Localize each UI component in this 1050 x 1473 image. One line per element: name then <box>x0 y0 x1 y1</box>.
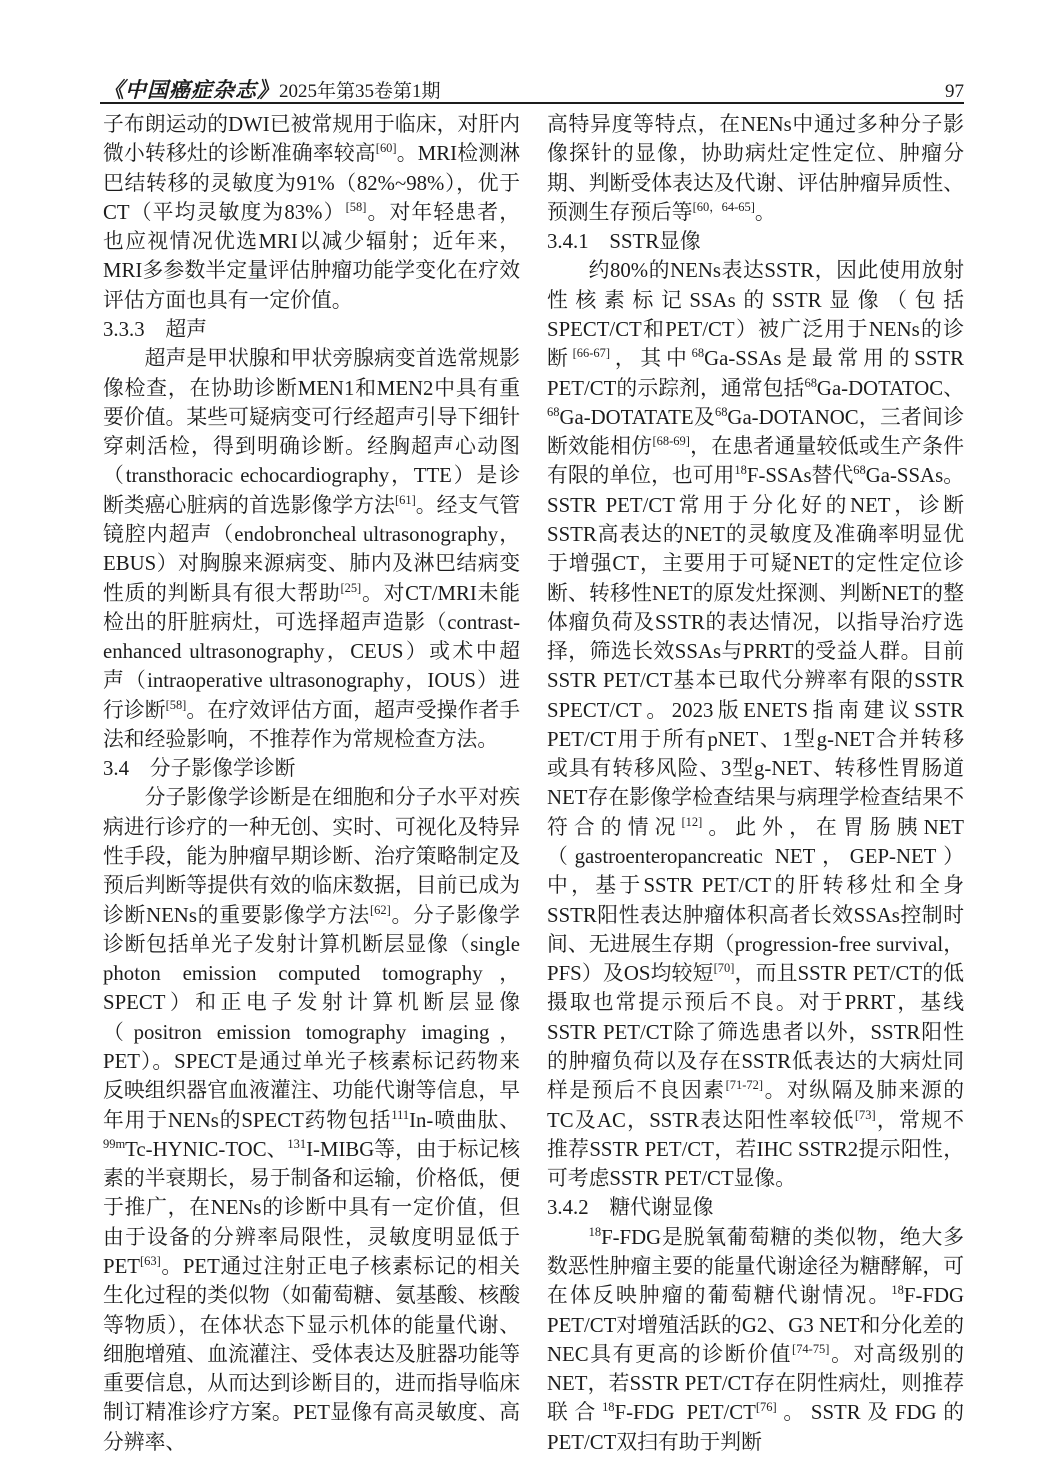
superscript: [12] <box>681 814 703 829</box>
superscript: [60，64-65] <box>692 199 755 214</box>
paragraph: 超声是甲状腺和甲状旁腺病变首选常规影像检查，在协助诊断MEN1和MEN2中具有重要价值。某些可疑病变可行经超声引导下细针穿刺活检，得到明确诊断。经胸超声心动图（transthoracic echocardiography，TTE）是诊断类癌心脏病的首选影像学方法[61]。经支气管镜腔内超声（endobroncheal ultrasonography，EBUS）对胸腺来源病变、肺内及淋巴结病变性质的判断具有很大帮助[25]。对CT/MRI未能检出的肝脏病灶，可选择超声造影（contrast-enhanced ultrasonography，CEUS）或术中超声（intraoperative ultrasonography，IOUS）进行诊断[58]。在疗效评估方面，超声受操作者手法和经验影响，不推荐作为常规检查方法。 <box>103 347 521 751</box>
superscript: 18 <box>734 463 747 478</box>
section-heading: 3.4 分子影像学诊断 <box>103 757 296 781</box>
superscript: [71-72] <box>725 1078 764 1093</box>
paragraph: 约80%的NENs表达SSTR，因此使用放射性核素标记SSAs的SSTR显像（包括SPECT/CT和PET/CT）被广泛用于NENs的诊断[66-67]，其中$^{68}$Ga-SSAs是最常用的SSTR PET/CT的示踪剂，通常包括$^{68}$Ga-DOTATOC、$^{68}$Ga-DOTATATE及$^{68}$Ga-DOTANOC，三者间诊断效能相仿[68-69]，在患者通量较低或生产条件有限的单位，也可用$^{18}$F-SSAs替代$^{68}$Ga-SSAs。SSTR PET/CT常用于分化好的NET，诊断SSTR高表达的NET的灵敏度及准确率明显优于增强CT，主要用于可疑NET的定性定位诊断、转移性NET的原发灶探测、判断NET的整体瘤负荷及SSTR的表达情况，以指导治疗选择，筛选长效SSAs与PRRT的受益人群。目前SSTR PET/CT基本已取代分辨率有限的SSTR SPECT/CT。2023版ENETS指南建议SSTR PET/CT用于所有pNET、1型g-NET合并转移或具有转移风险、3型g-NET、转移性胃肠道NET存在影像学检查结果与病理学检查结果不符合的情况[12]。此外，在胃肠胰NET（gastroenteropancreatic NET，GEP-NET）中，基于SSTR PET/CT的肝转移灶和全身SSTR阳性表达肿瘤体积高者长效SSAs控制时间、无进展生存期（progression-free survival，PFS）及OS均较短[70]，而且SSTR PET/CT的低摄取也常提示预后不良。对于PRRT，基线SSTR PET/CT除了筛选患者以外，SSTR阳性的肿瘤负荷以及存在SSTR低表达的大病灶同样是预后不良因素[71-72]。对纵隔及肺来源的TC及AC，SSTR表达阳性率较低[73]，常规不推荐SSTR PET/CT，若IHC SSTR2提示阳性，可考虑SSTR PET/CT显像。 <box>547 259 965 1191</box>
superscript: 18 <box>588 1224 602 1239</box>
superscript: 131 <box>287 1136 307 1151</box>
superscript: [68-69] <box>652 434 690 449</box>
superscript: [70] <box>713 961 735 976</box>
superscript: [61] <box>394 492 416 507</box>
paragraph: 子布朗运动的DWI已被常规用于临床，对肝内微小转移灶的诊断准确率较高[60]。MRI检测淋巴结转移的灵敏度为91%（82%~98%），优于CT（平均灵敏度为83%）[58]。对年轻患者，也应视情况优选MRI以减少辐射；近年来，MRI多参数半定量评估肿瘤功能学变化在疗效评估方面也具有一定价值。 <box>103 113 520 312</box>
superscript: 68 <box>691 346 705 361</box>
left-column <box>103 110 520 1457</box>
section-heading: 3.4.2 糖代谢显像 <box>547 1196 714 1220</box>
superscript: 99m <box>103 1136 126 1151</box>
right-column <box>547 110 964 1457</box>
paragraph: 分子影像学诊断是在细胞和分子水平对疾病进行诊疗的一种无创、实时、可视化及特异性手段，能为肿瘤早期诊断、治疗策略制定及预后判断等提供有效的临床数据，目前已成为诊断NENs的重要影像学方法[62]。分子影像学诊断包括单光子发射计算机断层显像（single photon emission computed tomography，SPECT）和正电子发射计算机断层显像（positron emission tomography imaging，PET）。SPECT是通过单光子核素标记药物来反映组织器官血液灌注、功能代谢等信息，早年用于NENs的SPECT药物包括$^{111}$In-喷曲肽、$^{99m}$Tc-HYNIC-TOC、$^{131}$I-MIBG等，由于标记核素的半衰期长，易于制备和运输，价格低，便于推广，在NENs的诊断中具有一定价值，但由于设备的分辨率局限性，灵敏度明显低于PET[63]。PET通过注射正电子核素标记的相关生化过程的类似物（如葡萄糖、氨基酸、核酸等物质），在体状态下显示机体的能量代谢、细胞增殖、血流灌注、受体表达及脏器功能等重要信息，从而达到诊断目的，进而指导临床制订精准诊疗方案。PET显像有高灵敏度、高分辨率、 <box>103 786 521 1454</box>
superscript: 68 <box>804 375 817 390</box>
superscript: [58] <box>165 697 187 712</box>
article-body <box>103 110 964 1457</box>
superscript: 18 <box>891 1283 904 1298</box>
journal-name: 《中国癌症杂志》 <box>103 78 279 102</box>
journal-issue-line <box>103 74 441 104</box>
superscript: [66-67] <box>572 346 611 361</box>
page-number: 97 <box>945 81 964 102</box>
issue-info: 2025年第35卷第1期 <box>279 81 441 102</box>
superscript: 68 <box>547 404 560 419</box>
superscript: 68 <box>714 404 728 419</box>
header-divider-rule <box>100 102 964 104</box>
superscript: [25] <box>340 580 362 595</box>
paragraph: 高特异度等特点，在NENs中通过多种分子影像探针的显像，协助病灶定性定位、肿瘤分期、判断受体表达及代谢、评估肿瘤异质性、预测生存预后等[60，64-65]。 <box>547 113 964 224</box>
superscript: [63] <box>139 1254 161 1269</box>
superscript: [73] <box>854 1107 876 1122</box>
superscript: [60] <box>375 141 397 156</box>
superscript: 111 <box>391 1107 410 1122</box>
paragraph: $^{18}$F-FDG是脱氧葡萄糖的类似物，绝大多数恶性肿瘤主要的能量代谢途径为糖酵解，可在体反映肿瘤的葡萄糖代谢情况。$^{18}$F-FDG PET/CT对增殖活跃的G2、G3 NET和分化差的NEC具有更高的诊断价值[74-75]。对高级别的NET，若SSTR PET/CT存在阴性病灶，则推荐联合$^{18}$F-FDG PET/CT[76]。SSTR及FDG的PET/CT双扫有助于判断 <box>547 1224 965 1454</box>
section-heading: 3.4.1 SSTR显像 <box>547 230 701 254</box>
superscript: 18 <box>602 1400 615 1415</box>
section-heading: 3.3.3 超声 <box>103 317 207 341</box>
page-header <box>103 74 964 104</box>
superscript: [62] <box>369 902 391 917</box>
superscript: [76] <box>755 1400 777 1415</box>
superscript: [74-75] <box>792 1341 830 1356</box>
superscript: [58] <box>345 199 367 214</box>
superscript: 68 <box>853 463 866 478</box>
